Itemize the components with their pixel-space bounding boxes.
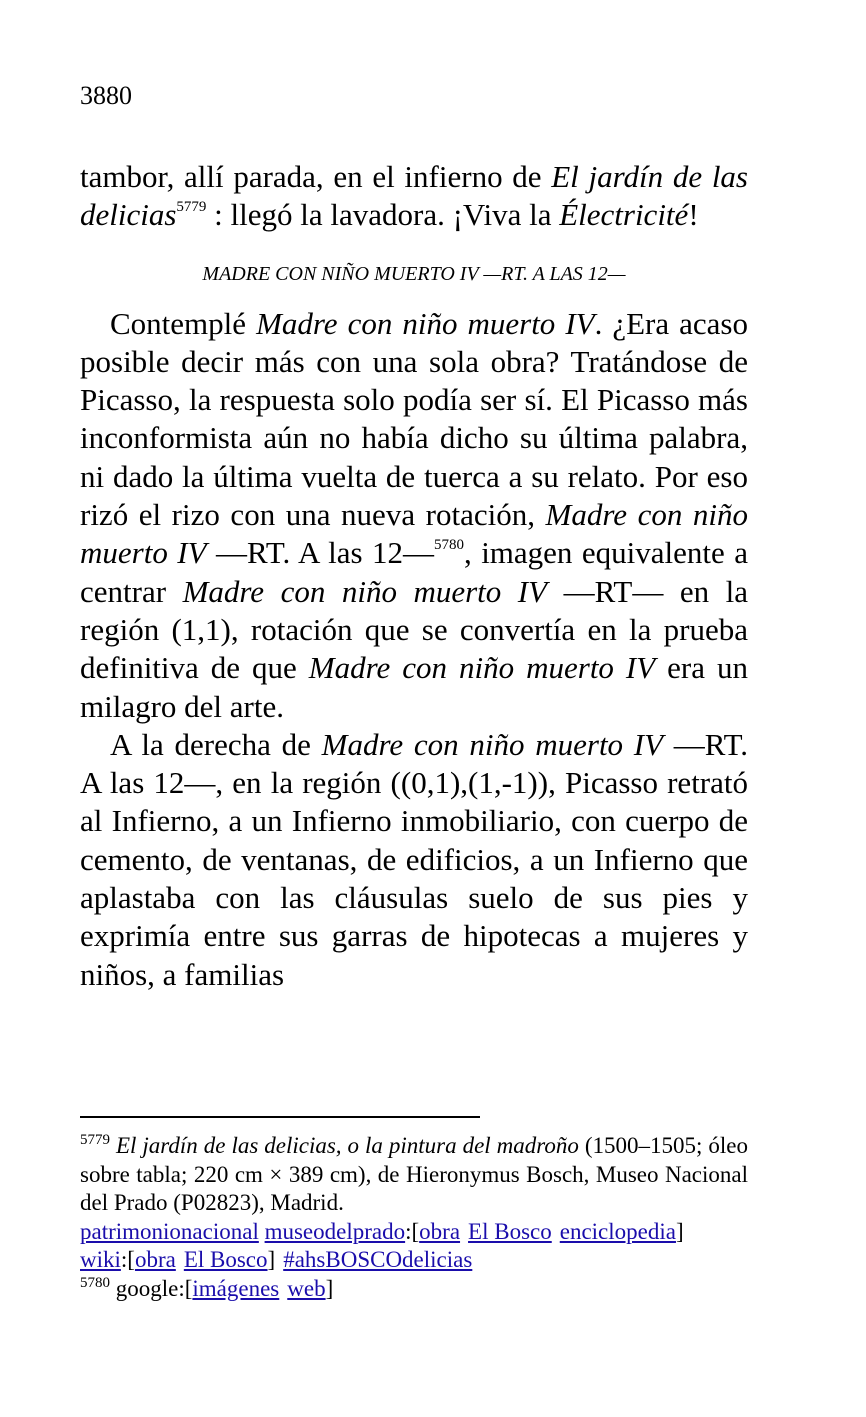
paragraph-derecha: A la derecha de Madre con niño muerto IV —RT. A las 12—, en la región ((0,1),(1,-1)), Picasso retrató al Infierno, a un Infierno inmobiliario, con cuerpo de cemento, de ventanas, de edificios, a un Infierno que aplastaba con las cláusulas suelo de sus pies y exprimía entre sus garras de hipotecas a mujeres y niños, a familias xyxy=(80,726,749,992)
footnote-ref-5780[interactable]: 5780 xyxy=(433,537,464,554)
link-wiki-obra[interactable]: obra xyxy=(134,1247,176,1272)
footnote-5779-links: patrimonionacional museodelprado:[obra El Bosco enciclopedia] wiki:[obra El Bosco] #ahsBOSCOdelicias xyxy=(80,1218,684,1272)
link-el-bosco[interactable]: El Bosco xyxy=(468,1218,552,1244)
link-patrimonionacional[interactable]: patrimonionacional xyxy=(80,1218,259,1244)
footnote-5780: $^{5780}$ google:[imágenes web] xyxy=(80,1274,334,1301)
paragraph-continuation: tambor, allí parada, en el infierno de El jardín de las delicias$^{5779}$ : llegó la lavadora. ¡Viva la Électricité! xyxy=(80,159,748,233)
link-enciclopedia[interactable]: enciclopedia xyxy=(559,1218,676,1244)
footnote-ref-5779[interactable]: 5779 xyxy=(176,199,207,216)
main-text xyxy=(80,158,748,994)
section-title: MADRE CON NIÑO MUERTO IV —RT. A LAS 12— xyxy=(202,262,626,285)
link-wiki-el-bosco[interactable]: El Bosco xyxy=(183,1247,268,1272)
link-imagenes[interactable]: imágenes xyxy=(192,1275,280,1301)
link-museodelprado[interactable]: museodelprado xyxy=(264,1218,406,1244)
paragraph-contemple: Contemplé Madre con niño muerto IV. ¿Era acaso posible decir más con una sola obra? Tratándose de Picasso, la respuesta solo podía ser sí. El Picasso más inconformista aún no había dicho su última palabra, ni dado la última vuelta de tuerca a su relato. Por eso rizó el rizo con una nueva rotación, Madre con niño muerto IV —RT. A las 12—$^{5780}$, imagen equivalente a centrar Madre con niño muerto IV —RT— en la región (1,1), rotación que se convertía en la prueba definitiva de que Madre con niño muerto IV era un milagro del arte. xyxy=(80,305,749,724)
footnote-5779: $^{5779}$ El jardín de las delicias, o la pintura del madroño (1500–1505; óleo sobre tabla; 220 cm × 389 cm), de Hieronymus Bosch, Museo Nacional del Prado (P02823), Madrid. xyxy=(80,1132,748,1215)
link-obra[interactable]: obra xyxy=(419,1218,461,1244)
link-hashtag[interactable]: #ahsBOSCOdelicias xyxy=(283,1247,473,1272)
link-wiki[interactable]: wiki xyxy=(80,1247,121,1272)
footnote-divider xyxy=(80,1116,480,1118)
link-web[interactable]: web xyxy=(287,1275,326,1301)
footnotes xyxy=(80,1132,748,1303)
page-number: 3880 xyxy=(80,81,132,110)
